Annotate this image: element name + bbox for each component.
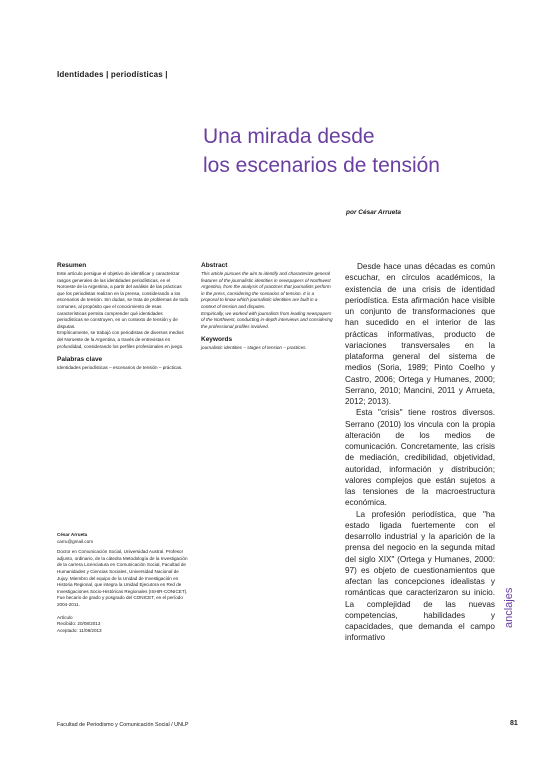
abstract-body: This article pursues the aim to identify and characterize general features of the journalistic identities in newspapers of Northwest Argentina, from the analysis of practices that journalists perform in the press, considering the scenarios of tension. It is a proposal to know which journalistic identities are built in a context of tension and disputes. (201, 271, 331, 309)
title-line-1: Una mirada desde (203, 125, 375, 149)
resumen-body-2: Empíricamente, se trabajó con periodistas de diversos medios del Noroeste de la Argentina, a través de entrevistas en profundidad, considerando los perfiles profesionales en juego. (57, 330, 184, 349)
keywords-block (201, 336, 333, 352)
resumen-column (57, 262, 189, 372)
bio-accepted: Aceptado: 11/08/2013 (57, 627, 102, 633)
bio-received: Recibido: 20/08/2013 (57, 621, 101, 627)
article-title (203, 122, 503, 180)
section-tag: Identidades | periodísticas | (57, 70, 168, 79)
keywords-heading: Keywords (201, 336, 233, 344)
main-text-column (345, 261, 495, 644)
abstract-body-2: Empirically, we worked with journalists from leading newspapers of the Northwest, conducting in-depth interviews and considering the professional profiles involved. (201, 310, 333, 329)
main-paragraph-2: Esta "crisis" tiene rostros diversos. Serrano (2010) los vincula con la propia alteración de los medios de comunicación. Concretamente, las crisis de mediación, credibilidad, objetividad, autoridad, información y distribución; valores complejos que están sujetos a las tensiones de la macroestructura económica. (345, 408, 495, 508)
bio-name: César Arrueta (57, 532, 88, 537)
bio-email[interactable]: carru@gmail.com (57, 538, 94, 544)
bio-body: Doctor en Comunicación Social, Universidad Austral. Profesor adjunto, ordinario, de la cátedra Metodología de la Investigación de la carrera Licenciatura en Comunicación Social, Facultad de Humanidades y Ciencias Sociales, Universidad Nacional de Jujuy. Miembro del equipo de la Unidad de Investigación en Historia Regional, que integra la Unidad Ejecutora en Red de Investigaciones Socio-Históricas Regionales (ISHIR-CONICET). Fue becario de grado y posgrado del CONICET, en el período 2004-2011. (57, 549, 188, 607)
title-line-2: los escenarios de tensión (203, 154, 440, 178)
resumen-body: Este artículo persigue el objetivo de identificar y caracterizar rasgos generales de las identidades periodísticas, en el Noroeste de la Argentina, a partir del análisis de las prácticas que los periodistas realizan en la prensa, considerando a los escenarios de tensión. Sin dudas, se trata de problemas de todo comunes, al propósito que el conocimiento de esas características permita comprender qué identidades periodísticas se construyen, en un contexto de tensión y de disputas. (57, 271, 189, 329)
footer-institution: Facultad de Periodismo y Comunicación Social / UNLP (57, 722, 189, 728)
resumen-heading: Resumen (57, 262, 87, 269)
journal-side-tab: anclajes (503, 587, 515, 628)
palabras-clave-body: Identidades periodísticas – escenarios de tensión – prácticas. (57, 365, 183, 371)
palabras-clave-block (57, 356, 189, 372)
page-number: 81 (510, 720, 518, 727)
author-byline: por César Arrueta (346, 209, 402, 216)
abstract-heading: Abstract (201, 262, 228, 269)
main-paragraph-1: Desde hace unas décadas es común escuchar, en círculos académicos, la existencia de una crisis de identidad periodística. Esta afirmación hace visible un conjunto de transformaciones que han sucedido en el interior de las prácticas informativas, producto de variaciones transversales en la plataforma general del sistema de medios (Soria, 1989; Pinto Coelho y Castro, 2006; Ortega y Humanes, 2000; Serrano, 2010; Mancini, 2011 y Arrueta, 2012; 2013). (345, 262, 495, 406)
bio-dates (57, 615, 189, 635)
palabras-clave-heading: Palabras clave (57, 356, 103, 364)
main-paragraph-3: La profesión periodística, que "ha estado ligada fuertemente con el desarrollo industrial y la aparición de la prensa del negocio en la segunda mitad del siglo XIX" (Ortega y Humanes, 2000: 97) es objeto de cuestionamientos que afectan las concepciones idealistas y románticas que caracterizaron su inicio. La complejidad de las nuevas competencias, habilidades y capacidades, que demanda el campo informativo (345, 509, 495, 643)
author-bio (57, 532, 189, 634)
bio-article-label: Artículo (57, 614, 73, 620)
abstract-column (201, 262, 333, 352)
keywords-body: journalistic identities – stages of tension – practices. (201, 345, 307, 351)
